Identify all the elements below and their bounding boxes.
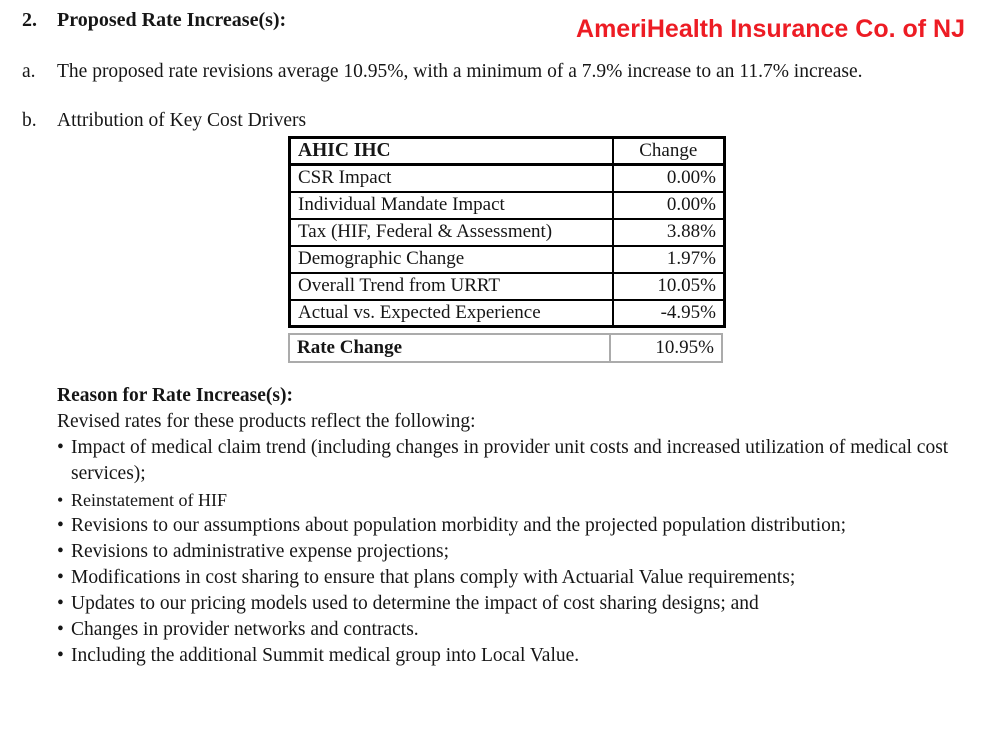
- bullet-marker: •: [57, 593, 64, 614]
- table-row: [290, 273, 725, 300]
- bullet-text: Updates to our pricing models used to determine the impact of cost sharing designs; and: [71, 593, 759, 614]
- bullet-marker: •: [57, 645, 64, 666]
- reason-heading: Reason for Rate Increase(s):: [57, 385, 293, 406]
- reason-intro: Revised rates for these products reflect the following:: [57, 411, 476, 432]
- row-value: -4.95%: [613, 300, 725, 327]
- table-header-product: AHIC IHC: [290, 138, 613, 165]
- bullet-text: Including the additional Summit medical group into Local Value.: [71, 645, 580, 666]
- rate-change-row: [288, 333, 723, 363]
- bullet-marker: •: [57, 490, 64, 510]
- bullet-marker: •: [57, 567, 64, 588]
- row-value: 10.05%: [613, 273, 725, 300]
- row-value: 0.00%: [613, 165, 725, 192]
- bullet-item: [57, 643, 970, 669]
- row-label: Actual vs. Expected Experience: [290, 300, 613, 327]
- row-label: CSR Impact: [290, 165, 613, 192]
- item-a-label: a.: [22, 61, 36, 82]
- table-row: [290, 300, 725, 327]
- bullet-item: [57, 565, 970, 591]
- table-row: [290, 165, 725, 192]
- row-value: 3.88%: [613, 219, 725, 246]
- row-value: 0.00%: [613, 192, 725, 219]
- reason-section: [57, 383, 970, 669]
- table-header-row: [290, 138, 725, 165]
- row-label: Overall Trend from URRT: [290, 273, 613, 300]
- section-title: Proposed Rate Increase(s):: [57, 9, 287, 31]
- bullet-marker: •: [57, 619, 64, 640]
- bullet-marker: •: [57, 541, 64, 562]
- row-label: Demographic Change: [290, 246, 613, 273]
- bullet-item: [57, 617, 970, 643]
- bullet-text: Revisions to administrative expense projections;: [71, 541, 450, 562]
- table-header-change: Change: [613, 138, 725, 165]
- bullet-text: Impact of medical claim trend (including changes in provider unit costs and increased utilization of medical cost services);: [71, 437, 949, 484]
- cost-driver-table: [288, 136, 726, 328]
- section-number: 2.: [22, 9, 37, 31]
- table-row: [290, 246, 725, 273]
- row-label: Individual Mandate Impact: [290, 192, 613, 219]
- bullet-text: Reinstatement of HIF: [71, 490, 227, 510]
- item-a: [22, 59, 970, 85]
- bullet-marker: •: [57, 437, 64, 458]
- row-label: Tax (HIF, Federal & Assessment): [290, 219, 613, 246]
- bullet-text: Modifications in cost sharing to ensure that plans comply with Actuarial Value requirements;: [71, 567, 796, 588]
- bullet-list: [57, 435, 970, 669]
- company-name: AmeriHealth Insurance Co. of NJ: [576, 15, 965, 43]
- bullet-item: [57, 591, 970, 617]
- bullet-item: [57, 513, 970, 539]
- item-b-text: Attribution of Key Cost Drivers: [57, 110, 307, 131]
- rate-change-value: 10.95%: [655, 337, 714, 358]
- bullet-item: [57, 487, 970, 513]
- rate-change-label: Rate Change: [290, 335, 611, 361]
- table-row: [290, 192, 725, 219]
- item-b-label: b.: [22, 110, 37, 131]
- bullet-item: [57, 435, 970, 487]
- bullet-text: Changes in provider networks and contracts.: [71, 619, 419, 640]
- bullet-item: [57, 539, 970, 565]
- row-value: 1.97%: [613, 246, 725, 273]
- item-a-text: The proposed rate revisions average 10.95%, with a minimum of a 7.9% increase to an 11.7% increase.: [57, 61, 863, 82]
- bullet-marker: •: [57, 515, 64, 536]
- bullet-text: Revisions to our assumptions about population morbidity and the projected population distribution;: [71, 515, 847, 536]
- item-b: [22, 108, 970, 134]
- table-row: [290, 219, 725, 246]
